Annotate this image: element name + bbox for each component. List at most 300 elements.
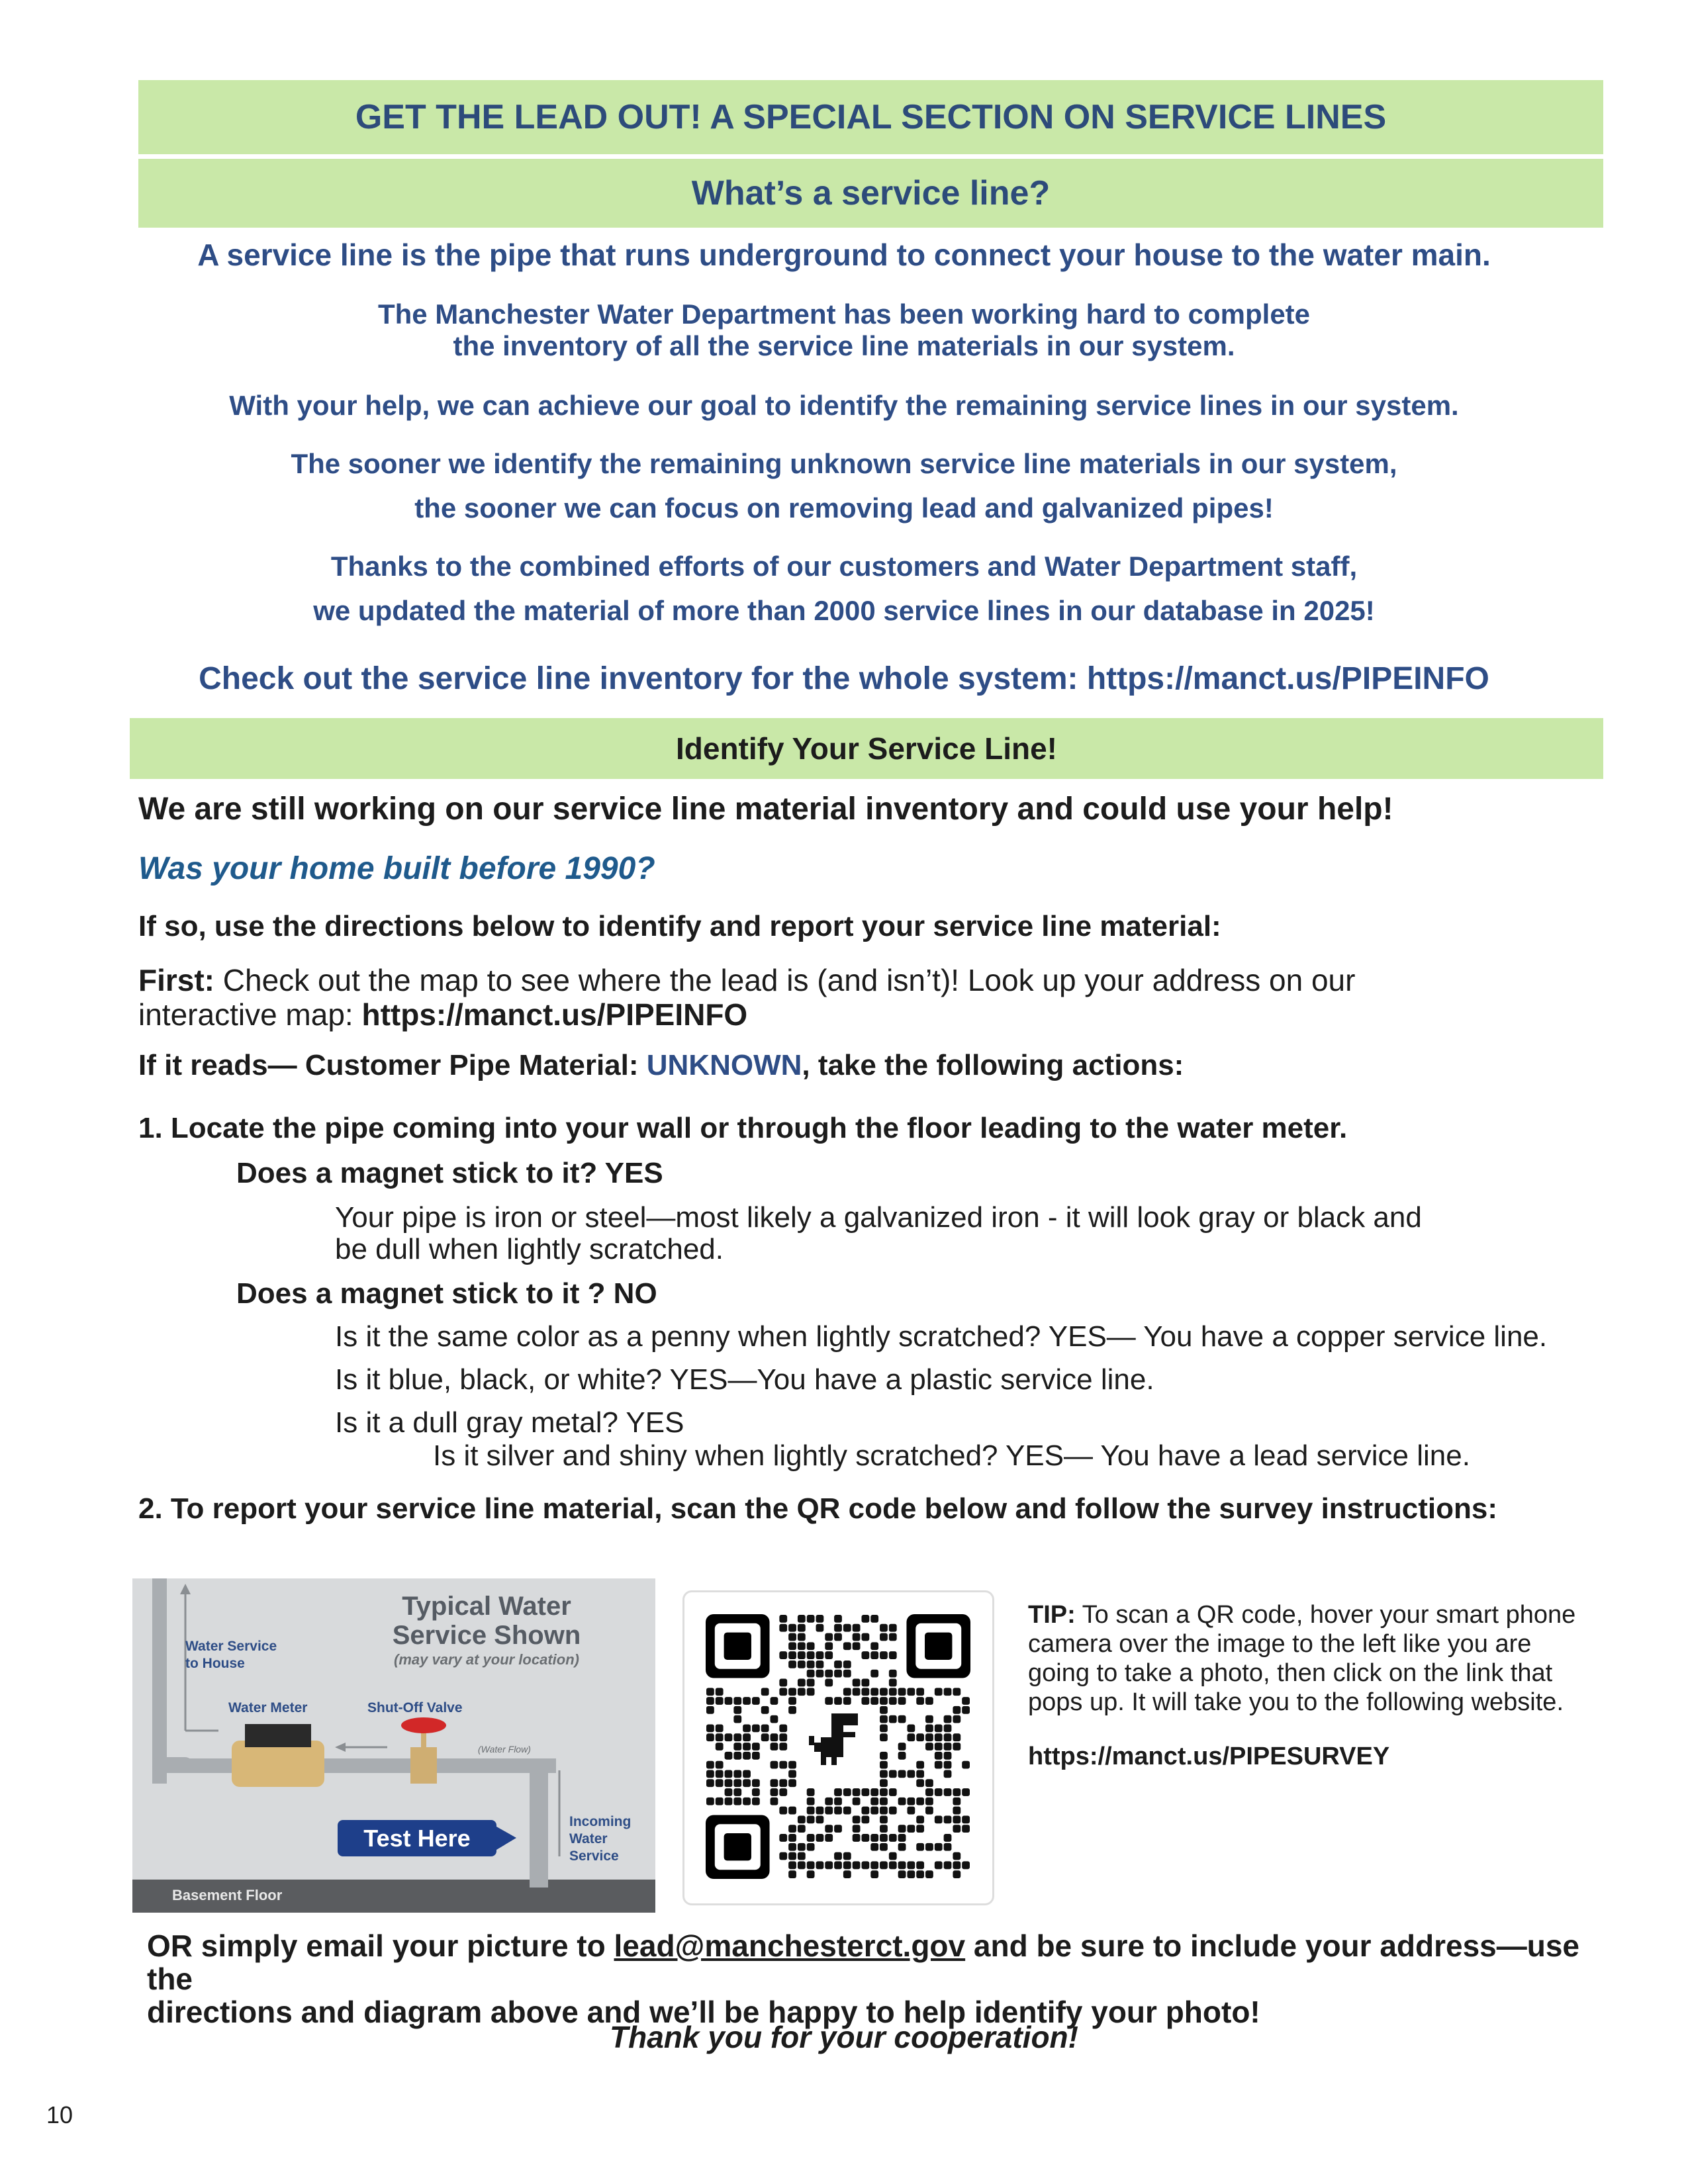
diagram-meter-label: Water Meter: [228, 1700, 308, 1715]
qr-module: [944, 1770, 952, 1778]
qr-module: [761, 1725, 769, 1733]
thank-you: Thank you for your cooperation!: [610, 2020, 1078, 2054]
qr-module: [898, 1743, 906, 1751]
qr-module: [870, 1797, 878, 1805]
qr-finder-pattern: [706, 1815, 770, 1879]
qr-module: [889, 1852, 897, 1860]
qr-module: [807, 1870, 815, 1878]
qr-module: [752, 1779, 760, 1787]
qr-module: [733, 1779, 741, 1787]
incoming-line-1: Incoming: [569, 1814, 632, 1829]
qr-module: [788, 1770, 796, 1778]
tip-box: [1028, 1600, 1577, 1771]
qr-module: [825, 1642, 833, 1650]
qr-module: [953, 1815, 961, 1823]
qr-module: [834, 1861, 842, 1869]
magnet-no-answer-plastic: Is it blue, black, or white? YES—You have a plastic service line.: [335, 1363, 1154, 1396]
diagram-title-line-2: Service Shown: [392, 1621, 581, 1650]
qr-module: [706, 1725, 714, 1733]
qr-module: [834, 1615, 842, 1623]
qr-module: [725, 1788, 733, 1796]
diagram-to-house-label: [185, 1638, 277, 1672]
incoming-line-2: Water: [569, 1831, 608, 1846]
qr-module: [880, 1725, 888, 1733]
magnet-yes-question: Does a magnet stick to it? YES: [236, 1157, 663, 1189]
qr-module: [880, 1752, 888, 1760]
qr-module: [935, 1733, 943, 1741]
qr-module: [779, 1733, 787, 1741]
qr-module: [843, 1788, 851, 1796]
qr-module: [798, 1679, 806, 1687]
qr-module: [944, 1761, 952, 1769]
qr-module: [916, 1843, 924, 1851]
water-meter: [232, 1741, 324, 1787]
magnet-yes-answer-1: Your pipe is iron or steel—most likely a galvanized iron - it will look gray or black and: [335, 1201, 1422, 1234]
qr-module: [843, 1661, 851, 1668]
qr-module: [716, 1688, 724, 1696]
qr-module: [870, 1843, 878, 1851]
qr-module: [716, 1697, 724, 1705]
qr-module: [853, 1688, 861, 1696]
qr-module: [798, 1825, 806, 1833]
identify-band: [130, 718, 1603, 779]
diagram-floor-label: Basement Floor: [172, 1887, 283, 1903]
qr-module: [944, 1815, 952, 1823]
qr-module: [743, 1752, 751, 1760]
qr-module: [716, 1733, 724, 1741]
qr-module: [825, 1670, 833, 1678]
qr-module: [706, 1733, 714, 1741]
qr-module: [880, 1697, 888, 1705]
qr-module: [953, 1688, 961, 1696]
qr-module: [843, 1624, 851, 1632]
qr-module: [953, 1797, 961, 1805]
qr-module: [733, 1743, 741, 1751]
qr-module: [816, 1624, 824, 1632]
qr-module: [798, 1843, 806, 1851]
qr-module: [880, 1651, 888, 1659]
qr-module: [861, 1815, 869, 1823]
qr-module: [834, 1852, 842, 1860]
qr-module: [798, 1661, 806, 1668]
qr-module: [761, 1706, 769, 1714]
tip-text: To scan a QR code, hover your smart phone camera over the image to the left like you are going to take a photo, then click on the link that pops up. It will take you to the following website.: [1028, 1601, 1576, 1716]
qr-module: [861, 1807, 869, 1815]
qr-module: [752, 1752, 760, 1760]
qr-module: [870, 1807, 878, 1815]
qr-module: [706, 1797, 714, 1805]
qr-module: [733, 1733, 741, 1741]
qr-module: [825, 1861, 833, 1869]
identify-heading: Identify Your Service Line!: [675, 731, 1057, 766]
qr-module: [843, 1852, 851, 1860]
qr-module: [798, 1642, 806, 1650]
qr-module: [853, 1825, 861, 1833]
qr-module: [761, 1733, 769, 1741]
water-service-diagram: [132, 1578, 655, 1913]
qr-module: [816, 1651, 824, 1659]
qr-module: [889, 1670, 897, 1678]
diagram-title-line-1: Typical Water: [402, 1592, 571, 1621]
qr-module: [935, 1843, 943, 1851]
qr-module: [916, 1733, 924, 1741]
qr-module: [953, 1861, 961, 1869]
qr-module: [935, 1752, 943, 1760]
subtitle-band: [138, 159, 1603, 228]
qr-module: [889, 1633, 897, 1641]
qr-module: [706, 1688, 714, 1696]
qr-module: [771, 1797, 778, 1805]
qr-module: [743, 1797, 751, 1805]
qr-module: [925, 1733, 933, 1741]
qr-module: [861, 1651, 869, 1659]
qr-module: [907, 1825, 915, 1833]
qr-module: [853, 1642, 861, 1650]
qr-module: [889, 1770, 897, 1778]
qr-module: [834, 1788, 842, 1796]
qr-module: [771, 1761, 778, 1769]
qr-module: [825, 1834, 833, 1842]
qr-module: [788, 1779, 796, 1787]
qr-module: [907, 1870, 915, 1878]
qr-module: [725, 1779, 733, 1787]
qr-module: [807, 1670, 815, 1678]
qr-module: [843, 1870, 851, 1878]
diagram-note: (may vary at your location): [394, 1651, 579, 1668]
qr-module: [880, 1788, 888, 1796]
qr-module: [788, 1624, 796, 1632]
qr-module: [944, 1688, 952, 1696]
qr-module: [916, 1797, 924, 1805]
qr-module: [853, 1815, 861, 1823]
qr-module: [861, 1615, 869, 1623]
qr-module: [816, 1834, 824, 1842]
qr-module: [962, 1788, 970, 1796]
qr-module: [962, 1697, 970, 1705]
qr-module: [907, 1688, 915, 1696]
qr-module: [798, 1633, 806, 1641]
inventory-link-line[interactable]: Check out the service line inventory for the whole system: https://manct.us/PIPEINFO: [199, 661, 1489, 696]
qr-module: [880, 1706, 888, 1714]
qr-module: [706, 1761, 714, 1769]
dinosaur-icon: [809, 1713, 858, 1765]
tip-label: TIP:: [1028, 1601, 1076, 1629]
qr-module: [752, 1743, 760, 1751]
qr-module: [935, 1788, 943, 1796]
page-title: GET THE LEAD OUT! A SPECIAL SECTION ON SERVICE LINES: [355, 98, 1387, 136]
qr-module: [834, 1624, 842, 1632]
qr-module: [788, 1861, 796, 1869]
magnet-no-answer-lead: Is it silver and shiny when lightly scratched? YES— You have a lead service line.: [433, 1439, 1470, 1472]
qr-module: [807, 1797, 815, 1805]
qr-module: [870, 1788, 878, 1796]
qr-module: [788, 1761, 796, 1769]
qr-module: [953, 1788, 961, 1796]
qr-module: [870, 1834, 878, 1842]
qr-module: [953, 1733, 961, 1741]
qr-module: [880, 1761, 888, 1769]
qr-module: [733, 1715, 741, 1723]
magnet-no-question: Does a magnet stick to it ? NO: [236, 1277, 657, 1310]
qr-module: [880, 1715, 888, 1723]
qr-module: [843, 1697, 851, 1705]
qr-module: [944, 1788, 952, 1796]
qr-module: [788, 1651, 796, 1659]
qr-module: [843, 1807, 851, 1815]
qr-module: [816, 1815, 824, 1823]
qr-module: [825, 1807, 833, 1815]
qr-module: [771, 1743, 778, 1751]
qr-module: [853, 1624, 861, 1632]
step-2: 2. To report your service line material, scan the QR code below and follow the survey instructions:: [138, 1492, 1498, 1525]
qr-code-card[interactable]: [682, 1590, 994, 1905]
qr-module: [880, 1779, 888, 1787]
qr-module: [889, 1834, 897, 1842]
qr-module: [916, 1861, 924, 1869]
qr-module: [944, 1733, 952, 1741]
qr-module: [816, 1861, 824, 1869]
qr-module: [771, 1779, 778, 1787]
reads-prefix: If it reads— Customer Pipe Material:: [138, 1049, 647, 1081]
qr-module: [752, 1697, 760, 1705]
intro-paragraph-4-line-2: we updated the material of more than 2000 service lines in our database in 2025!: [313, 595, 1375, 626]
qr-module: [870, 1651, 878, 1659]
qr-module: [870, 1642, 878, 1650]
qr-module: [861, 1834, 869, 1842]
qr-module: [907, 1807, 915, 1815]
qr-module: [953, 1807, 961, 1815]
diagram-flow-label: (Water Flow): [478, 1744, 531, 1754]
qr-module: [716, 1770, 724, 1778]
qr-module: [807, 1679, 815, 1687]
qr-module: [733, 1770, 741, 1778]
qr-module: [816, 1615, 824, 1623]
qr-module: [743, 1725, 751, 1733]
qr-module: [861, 1788, 869, 1796]
qr-module: [779, 1725, 787, 1733]
qr-module: [953, 1743, 961, 1751]
qr-module: [916, 1770, 924, 1778]
qr-module: [716, 1761, 724, 1769]
qr-module: [816, 1670, 824, 1678]
pipeinfo-link[interactable]: https://manct.us/PIPEINFO: [361, 997, 748, 1032]
qr-module: [788, 1825, 796, 1833]
qr-module: [962, 1861, 970, 1869]
page-number: 10: [46, 2101, 73, 2128]
qr-module: [834, 1825, 842, 1833]
qr-module: [935, 1743, 943, 1751]
qr-module: [889, 1651, 897, 1659]
qr-module: [788, 1688, 796, 1696]
qr-module: [825, 1633, 833, 1641]
qr-module: [788, 1697, 796, 1705]
reads-suffix: , take the following actions:: [802, 1049, 1184, 1081]
first-text-2: interactive map:: [138, 997, 362, 1032]
qr-module: [743, 1733, 751, 1741]
qr-module: [816, 1661, 824, 1668]
qr-module: [779, 1651, 787, 1659]
qr-module: [807, 1651, 815, 1659]
qr-module: [944, 1725, 952, 1733]
section-subtitle: What’s a service line?: [691, 174, 1051, 212]
qr-module: [962, 1815, 970, 1823]
first-label: First:: [138, 963, 214, 997]
qr-module: [788, 1843, 796, 1851]
qr-module: [916, 1779, 924, 1787]
qr-module: [880, 1825, 888, 1833]
build-year-question: Was your home built before 1990?: [138, 851, 655, 886]
qr-module: [788, 1834, 796, 1842]
qr-module: [706, 1697, 714, 1705]
intro-paragraph-2: With your help, we can achieve our goal to identify the remaining service lines in our system.: [229, 390, 1459, 421]
qr-module: [880, 1733, 888, 1741]
qr-module: [788, 1642, 796, 1650]
intro-paragraph-1-line-1: The Manchester Water Department has been working hard to complete: [377, 298, 1311, 330]
qr-module: [907, 1733, 915, 1741]
qr-module: [925, 1797, 933, 1805]
diagram-test-here-label: Test Here: [363, 1825, 471, 1852]
qr-module: [935, 1725, 943, 1733]
qr-module: [834, 1807, 842, 1815]
qr-module: [853, 1788, 861, 1796]
qr-module: [807, 1843, 815, 1851]
qr-module: [962, 1706, 970, 1714]
qr-module: [889, 1861, 897, 1869]
qr-module: [771, 1788, 778, 1796]
qr-module: [779, 1852, 787, 1860]
qr-code[interactable]: [706, 1614, 970, 1879]
qr-module: [733, 1788, 741, 1796]
qr-module: [925, 1779, 933, 1787]
qr-module: [953, 1825, 961, 1833]
qr-module: [807, 1834, 815, 1842]
qr-module: [870, 1688, 878, 1696]
qr-module: [916, 1697, 924, 1705]
qr-module: [807, 1615, 815, 1623]
qr-module: [962, 1761, 970, 1769]
qr-module: [788, 1661, 796, 1668]
qr-module: [798, 1852, 806, 1860]
email-suffix: and be sure to include your address—use the: [147, 1929, 1580, 1996]
qr-module: [725, 1770, 733, 1778]
qr-module: [843, 1688, 851, 1696]
qr-finder-pattern: [706, 1614, 770, 1678]
magnet-no-answer-gray: Is it a dull gray metal? YES: [335, 1406, 684, 1439]
qr-module: [944, 1743, 952, 1751]
qr-module: [807, 1661, 815, 1668]
email-prefix: OR simply email your picture to: [147, 1929, 614, 1963]
qr-module: [880, 1834, 888, 1842]
qr-module: [898, 1688, 906, 1696]
qr-module: [944, 1843, 952, 1851]
intro-paragraph-3-line-2: the sooner we can focus on removing lead and galvanized pipes!: [414, 492, 1274, 523]
qr-module: [889, 1688, 897, 1696]
qr-module: [925, 1870, 933, 1878]
qr-module: [834, 1797, 842, 1805]
qr-module: [853, 1861, 861, 1869]
diagram-incoming-label: [569, 1813, 631, 1865]
qr-module: [779, 1779, 787, 1787]
qr-module: [889, 1788, 897, 1796]
intro-paragraph-4-line-1: Thanks to the combined efforts of our customers and Water Department staff,: [330, 551, 1358, 582]
qr-module: [807, 1861, 815, 1869]
qr-module: [771, 1697, 778, 1705]
qr-module: [925, 1715, 933, 1723]
title-band: [138, 80, 1603, 154]
qr-module: [953, 1870, 961, 1878]
qr-module: [779, 1834, 787, 1842]
incoming-line-3: Service: [569, 1848, 619, 1864]
qr-module: [725, 1733, 733, 1741]
qr-module: [898, 1797, 906, 1805]
qr-module: [834, 1697, 842, 1705]
qr-module: [907, 1797, 915, 1805]
qr-module: [870, 1870, 878, 1878]
qr-module: [798, 1615, 806, 1623]
qr-module: [953, 1852, 961, 1860]
qr-module: [788, 1633, 796, 1641]
to-house-line-1: Water Service: [185, 1639, 277, 1654]
qr-module: [752, 1725, 760, 1733]
qr-module: [743, 1779, 751, 1787]
qr-module: [798, 1651, 806, 1659]
qr-module: [725, 1697, 733, 1705]
diagram-title: [377, 1592, 596, 1650]
email-link[interactable]: lead@manchesterct.gov: [614, 1929, 966, 1963]
qr-module: [898, 1715, 906, 1723]
qr-module: [788, 1706, 796, 1714]
qr-module: [880, 1843, 888, 1851]
qr-module: [889, 1807, 897, 1815]
qr-module: [779, 1615, 787, 1623]
qr-module: [752, 1788, 760, 1796]
qr-module: [880, 1815, 888, 1823]
qr-module: [889, 1679, 897, 1687]
qr-module: [870, 1615, 878, 1623]
qr-module: [953, 1706, 961, 1714]
qr-module: [843, 1670, 851, 1678]
qr-module: [880, 1807, 888, 1815]
qr-module: [898, 1870, 906, 1878]
qr-module: [807, 1815, 815, 1823]
qr-module: [788, 1852, 796, 1860]
qr-module: [807, 1688, 815, 1696]
qr-module: [825, 1797, 833, 1805]
survey-link[interactable]: https://manct.us/PIPESURVEY: [1028, 1743, 1390, 1770]
qr-module: [916, 1761, 924, 1769]
unknown-instruction: [138, 1049, 1184, 1082]
qr-module: [725, 1797, 733, 1805]
qr-module: [853, 1834, 861, 1842]
qr-module: [880, 1770, 888, 1778]
qr-module: [880, 1688, 888, 1696]
qr-module: [861, 1688, 869, 1696]
unknown-badge: UNKNOWN: [646, 1049, 802, 1081]
qr-module: [843, 1642, 851, 1650]
qr-module: [861, 1633, 869, 1641]
qr-module: [771, 1733, 778, 1741]
qr-module: [825, 1825, 833, 1833]
qr-module: [779, 1688, 787, 1696]
qr-module: [898, 1843, 906, 1851]
qr-module: [798, 1815, 806, 1823]
qr-module: [779, 1679, 787, 1687]
qr-module: [944, 1834, 952, 1842]
qr-module: [807, 1807, 815, 1815]
qr-module: [853, 1633, 861, 1641]
qr-module: [935, 1861, 943, 1869]
qr-module: [944, 1861, 952, 1869]
